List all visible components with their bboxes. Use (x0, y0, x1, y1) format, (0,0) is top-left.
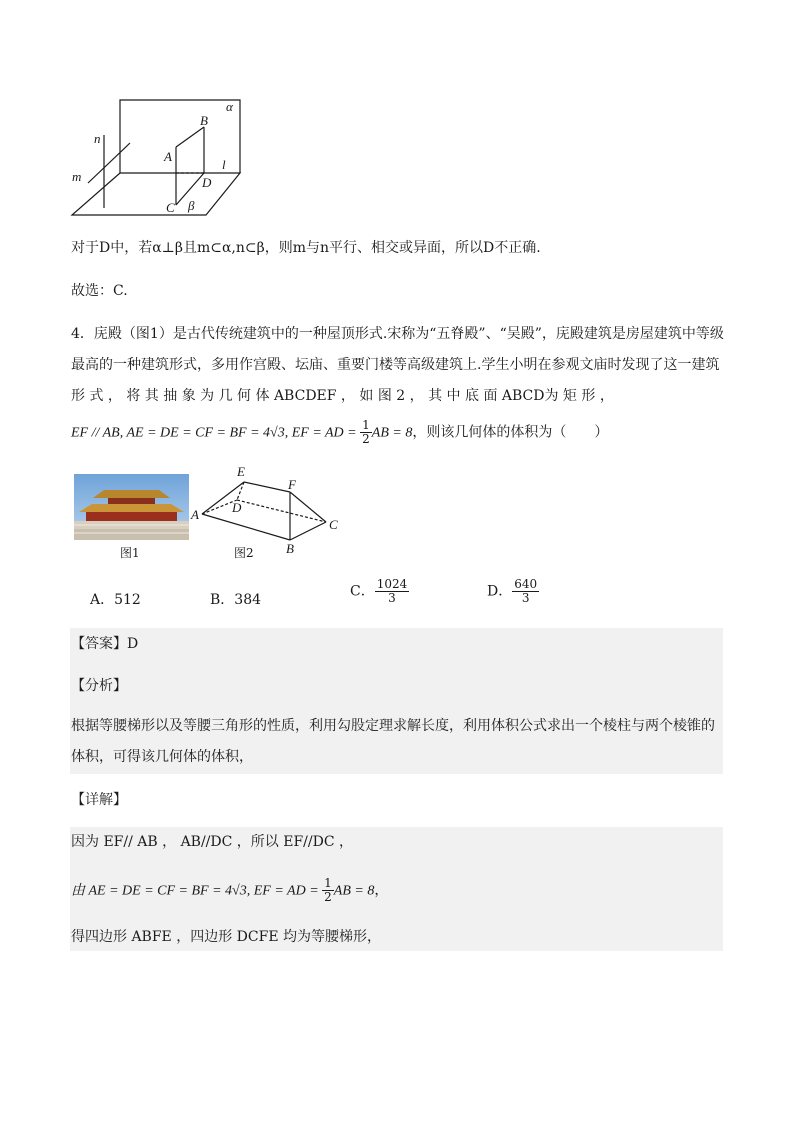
label-B: B (200, 113, 208, 128)
text-line-d: 对于D中，若α⊥β且m⊂α,n⊂β，则m与n平行、相交或异面，所以D不正确. (71, 240, 541, 256)
detail-line-3: 得四边形 ABFE ，四边形 DCFE 均为等腰梯形， (71, 929, 382, 945)
label-A: A (164, 149, 172, 164)
analysis-line-1: 根据等腰梯形以及等腰三角形的性质，利用勾股定理求解长度，利用体积公式求出一个棱柱与两个棱锥的 (71, 718, 715, 734)
planes-figure (68, 95, 248, 220)
label-n: n (94, 131, 101, 146)
fraction-num: 1 (362, 418, 370, 432)
fraction-den: 2 (362, 432, 370, 446)
analysis-header: 【分析】 (71, 678, 127, 694)
problem-line-1: 4．庑殿（图1）是古代传统建筑中的一种屋顶形式.宋称为“五脊殿”、“吴殿”，庑殿建筑是房屋建筑中等级 (71, 326, 724, 342)
detail-frac-den: 2 (324, 890, 332, 904)
plane-beta (72, 173, 240, 215)
label-D2: D (232, 500, 242, 515)
answer-line: 【答案】D (71, 636, 139, 652)
palace-photo (74, 474, 189, 540)
label-m: m (72, 169, 82, 184)
detail-formula-end: AB = 8 (333, 883, 375, 899)
problem-line-2: 最高的一种建筑形式，多用作宫殿、坛庙、重要门楼等高级建筑上.学生小明在参观文庙时发现了这一建筑 (71, 357, 720, 373)
detail-line-2 (71, 877, 388, 904)
option-c-prefix: C． (350, 583, 375, 600)
label-beta: β (188, 198, 195, 213)
problem-question: ，则该几何体的体积为（ ） (412, 424, 609, 441)
label-l: l (222, 157, 226, 172)
solid-figure (190, 462, 350, 558)
label-F: F (288, 477, 296, 492)
detail-line-1: 因为 EF// AB ， AB//DC ，所以 EF//DC ， (71, 834, 353, 850)
caption-fig2: 图2 (234, 546, 254, 560)
label-A2: A (191, 507, 199, 522)
option-d-prefix: D． (487, 583, 513, 600)
detail-formula: 由 AE = DE = CF = BF = 4√3, EF = AD = (71, 883, 323, 899)
label-C2: C (329, 517, 338, 532)
detail-fraction (322, 877, 334, 904)
problem-formula: EF // AB, AE = DE = CF = BF = 4√3, EF = AD = (71, 425, 361, 441)
option-d-num: 640 (514, 577, 538, 591)
problem-line-3: 形 式 ， 将 其 抽 象 为 几 何 体 ABCDEF ， 如 图 2 ， 其 中 底 面 ABCD为 矩 形 ， (71, 388, 614, 404)
analysis-line-2: 体积，可得该几何体的体积， (71, 749, 253, 765)
option-d-fraction (512, 578, 539, 605)
label-E: E (237, 464, 245, 479)
label-alpha: α (226, 99, 233, 114)
option-a[interactable]: A．512 (90, 592, 141, 608)
problem-line-4 (71, 419, 608, 446)
option-d-den: 3 (521, 591, 530, 605)
detail-comma: ， (374, 882, 389, 899)
option-c-num: 1024 (376, 577, 408, 591)
label-B2: B (286, 541, 294, 556)
detail-header: 【详解】 (71, 792, 127, 808)
fraction-half (360, 419, 372, 446)
option-c-den: 3 (388, 591, 396, 605)
problem-formula-end: AB = 8 (371, 425, 413, 441)
label-C: C (166, 200, 175, 215)
option-b[interactable]: B．384 (210, 592, 262, 608)
detail-frac-num: 1 (324, 876, 332, 890)
option-c-fraction (375, 578, 410, 605)
option-d[interactable] (487, 578, 539, 605)
text-choose: 故选：C. (71, 283, 128, 299)
caption-fig1: 图1 (120, 546, 140, 560)
option-c[interactable] (350, 578, 409, 605)
label-D: D (202, 175, 212, 190)
